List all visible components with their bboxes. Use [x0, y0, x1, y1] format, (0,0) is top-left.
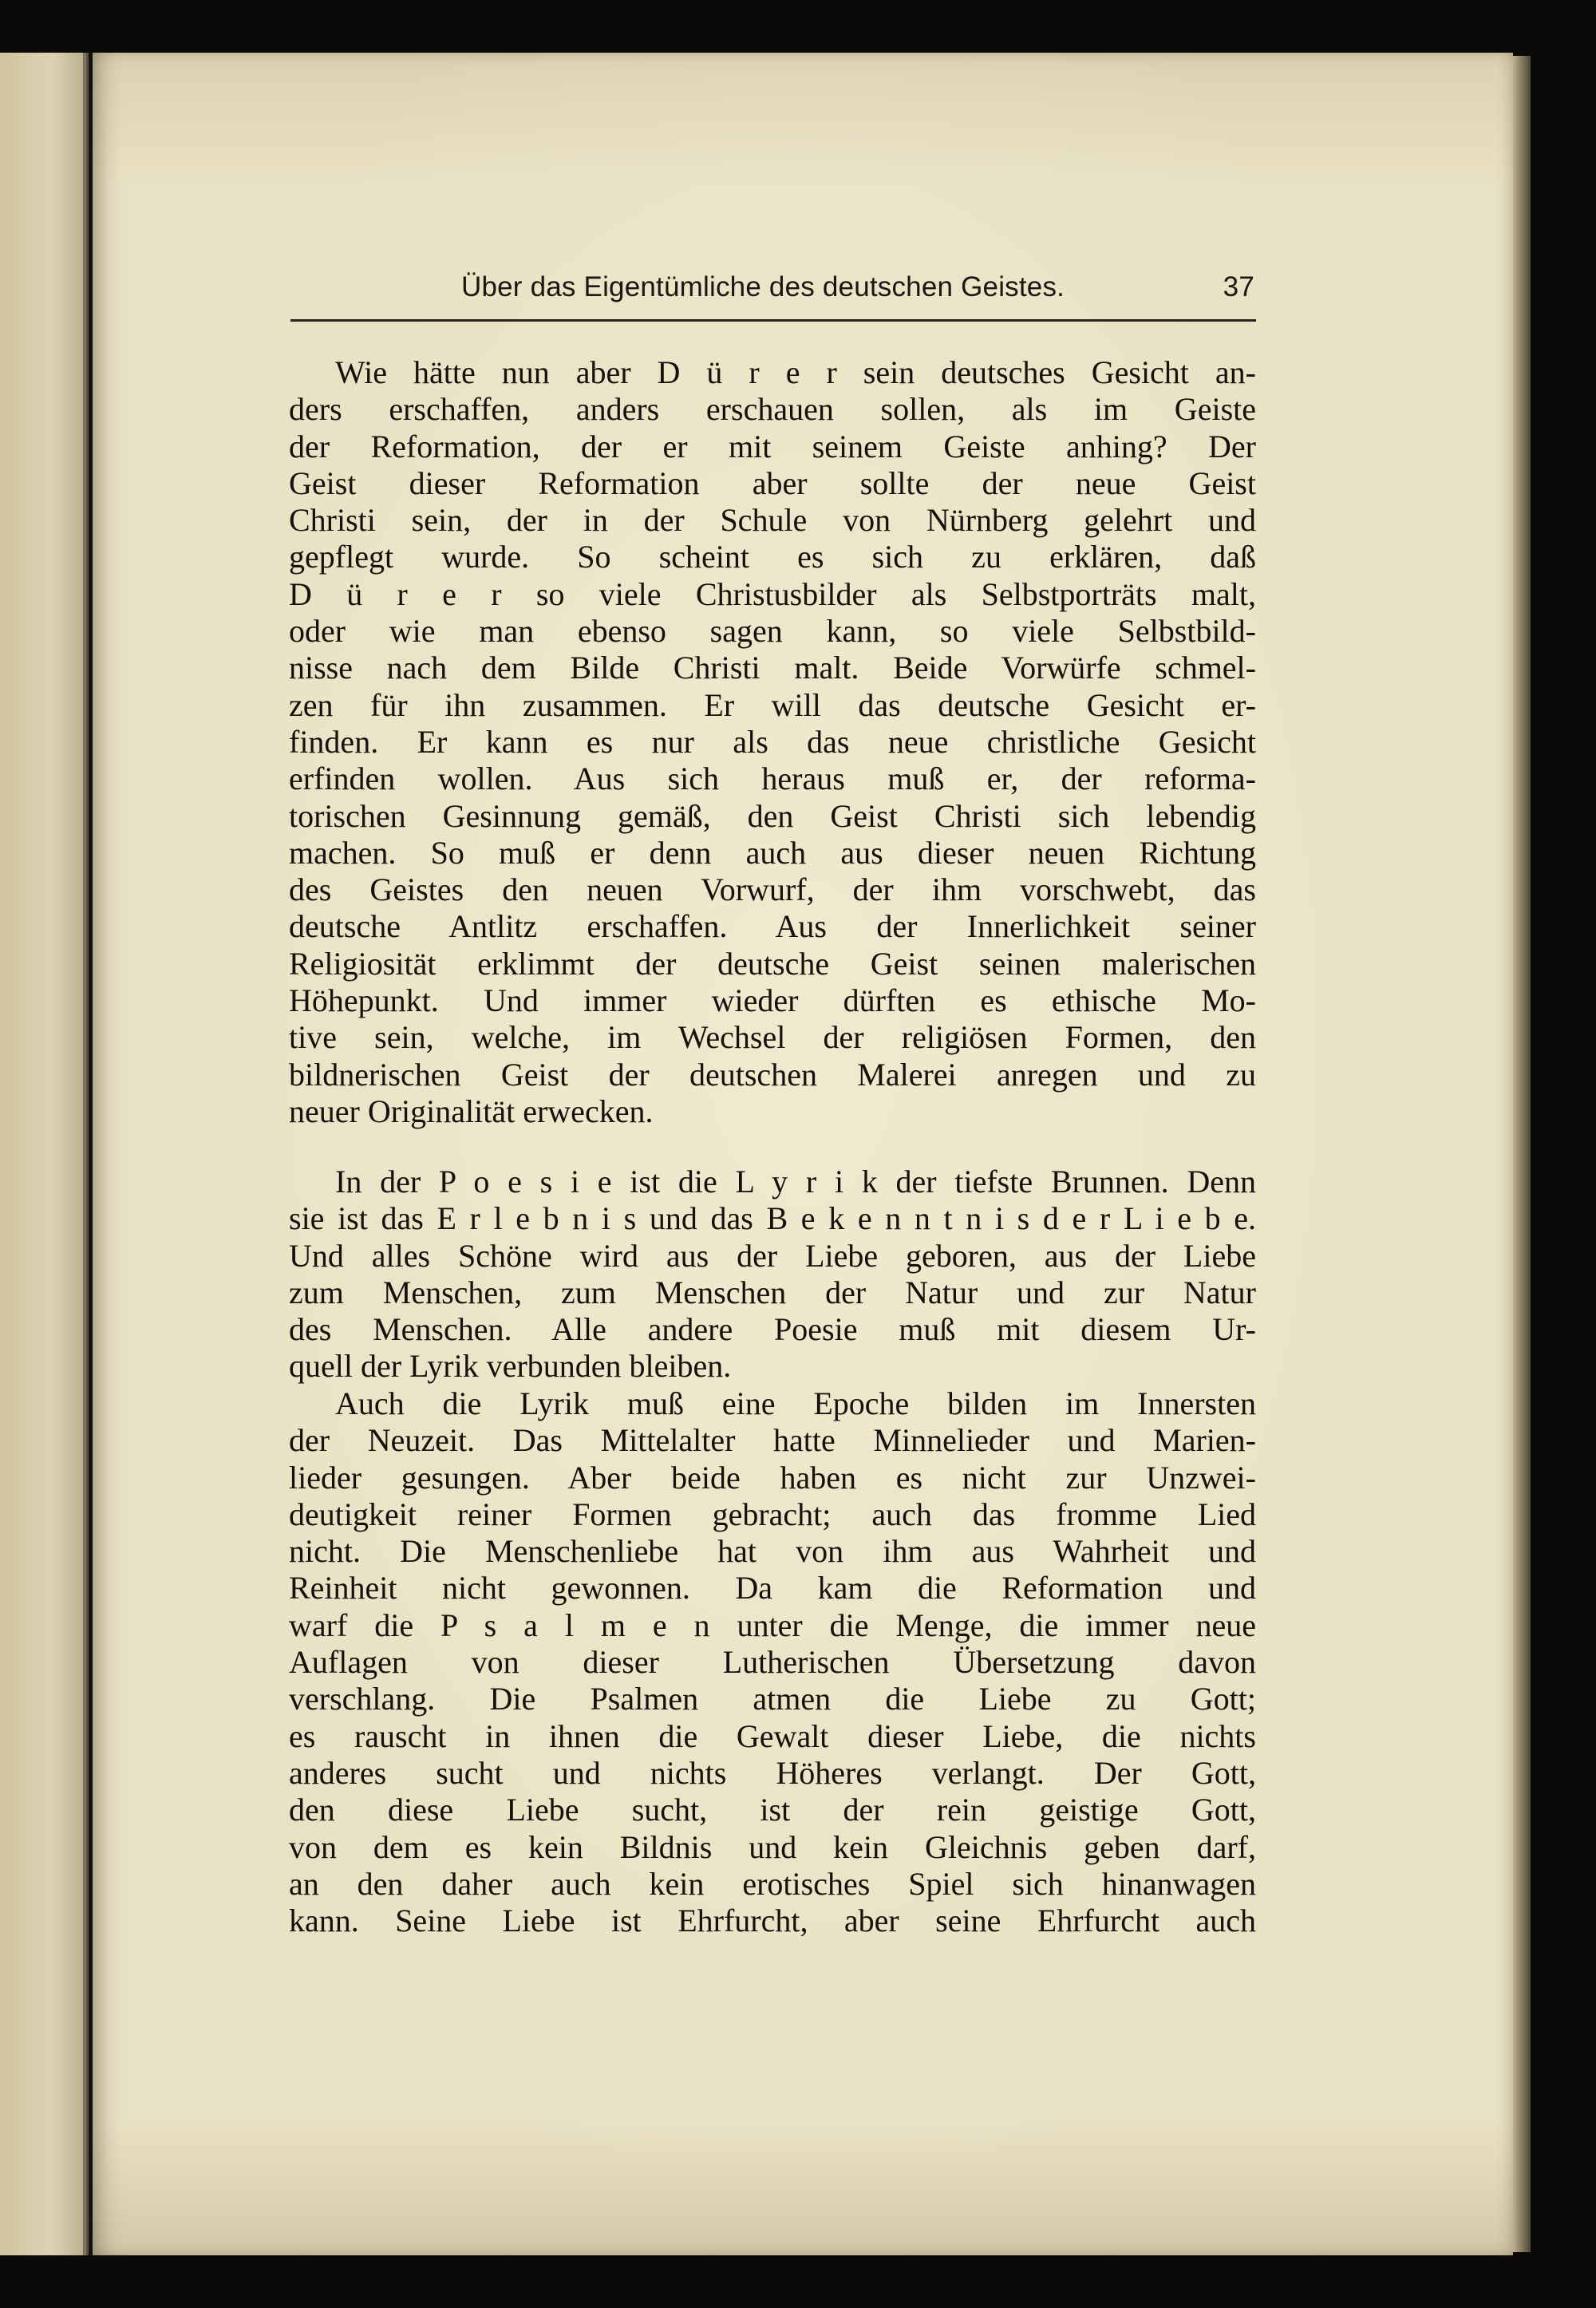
text-line: erfinden wollen. Aus sich heraus muß er, der reforma- [289, 761, 1256, 797]
text-line: verschlang. Die Psalmen atmen die Liebe zu Gott; [289, 1681, 1256, 1717]
text-line: Auflagen von dieser Lutherischen Übersetzung davon [289, 1644, 1256, 1681]
paragraph-lyrik [289, 1385, 1256, 1939]
previous-page-edge [0, 53, 89, 2255]
paragraph-duerer [289, 354, 1256, 1130]
page-number: 37 [1223, 271, 1254, 302]
running-head [290, 271, 1254, 313]
text-line: Geist dieser Reformation aber sollte der neue Geist [289, 464, 1256, 501]
text-line: gepflegt wurde. So scheint es sich zu erklären, daß [289, 539, 1256, 575]
text-line: kann. Seine Liebe ist Ehrfurcht, aber seine Ehrfurcht auch [289, 1903, 1256, 1939]
paragraph-poesie [289, 1164, 1256, 1385]
text-line: torischen Gesinnung gemäß, den Geist Christi sich lebendig [289, 797, 1256, 834]
text-line: der Neuzeit. Das Mittelalter hatte Minnelieder und Marien- [289, 1422, 1256, 1459]
text-line: warf die P s a l m e n unter die Menge, die immer neue [289, 1607, 1256, 1643]
running-head-title: Über das Eigentümliche des deutschen Geistes. [461, 271, 1065, 302]
text-line: Wie hätte nun aber D ü r e r sein deutsches Gesicht an- [335, 354, 1256, 390]
text-line: anderes sucht und nichts Höheres verlangt. Der Gott, [289, 1754, 1256, 1791]
text-line: an den daher auch kein erotisches Spiel sich hinanwagen [289, 1865, 1256, 1902]
text-line: deutigkeit reiner Formen gebracht; auch das fromme Lied [289, 1496, 1256, 1532]
text-line: quell der Lyrik verbunden bleiben. [289, 1348, 732, 1385]
text-line: machen. So muß er denn auch aus dieser neuen Richtung [289, 834, 1256, 871]
text-line: In der P o e s i e ist die L y r i k der tiefste Brunnen. Denn [335, 1164, 1256, 1199]
text-line: den diese Liebe sucht, ist der rein geistige Gott, [289, 1792, 1256, 1828]
text-line: sie ist das E r l e b n i s und das B e k e n n t n i s d e r L i e b e. [289, 1200, 1256, 1237]
text-line: oder wie man ebenso sagen kann, so viele Selbstbild- [289, 613, 1256, 650]
page-stack-edge [1513, 56, 1531, 2252]
text-line: des Menschen. Alle andere Poesie muß mit diesem Ur- [289, 1311, 1256, 1348]
text-line: von dem es kein Bildnis und kein Gleichnis geben darf, [289, 1828, 1256, 1865]
text-line: zum Menschen, zum Menschen der Natur und zur Natur [289, 1274, 1256, 1310]
text-line: finden. Er kann es nur als das neue christliche Gesicht [289, 723, 1256, 760]
text-line: Religiosität erklimmt der deutsche Geist seinen malerischen [289, 945, 1256, 982]
text-line: es rauscht in ihnen die Gewalt dieser Liebe, die nichts [289, 1717, 1256, 1754]
header-rule [290, 319, 1256, 322]
text-line: lieder gesungen. Aber beide haben es nicht zur Unzwei- [289, 1459, 1256, 1496]
text-line: des Geistes den neuen Vorwurf, der ihm vorschwebt, das [289, 871, 1256, 908]
text-line: der Reformation, der er mit seinem Geiste anhing? Der [289, 428, 1256, 464]
text-line: nisse nach dem Bilde Christi malt. Beide Vorwürfe schmel- [289, 650, 1256, 686]
text-line: ders erschaffen, anders erschauen sollen, als im Geiste [289, 391, 1256, 428]
text-line: Auch die Lyrik muß eine Epoche bilden im Innersten [335, 1385, 1256, 1421]
text-line: tive sein, welche, im Wechsel der religiösen Formen, den [289, 1019, 1256, 1056]
text-line: zen für ihn zusammen. Er will das deutsche Gesicht er- [289, 686, 1256, 723]
text-line: bildnerischen Geist der deutschen Malerei anregen und zu [289, 1056, 1256, 1093]
text-line: Christi sein, der in der Schule von Nürnberg gelehrt und [289, 502, 1256, 539]
text-line: D ü r e r so viele Christusbilder als Selbstporträts malt, [289, 575, 1256, 612]
text-line: neuer Originalität erwecken. [289, 1093, 654, 1129]
text-line: deutsche Antlitz erschaffen. Aus der Innerlichkeit seiner [289, 908, 1256, 945]
text-line: Und alles Schöne wird aus der Liebe geboren, aus der Liebe [289, 1237, 1256, 1274]
text-line: Höhepunkt. Und immer wieder dürften es ethische Mo- [289, 982, 1256, 1019]
text-line: Reinheit nicht gewonnen. Da kam die Reformation und [289, 1570, 1256, 1607]
text-line: nicht. Die Menschenliebe hat von ihm aus Wahrheit und [289, 1533, 1256, 1570]
